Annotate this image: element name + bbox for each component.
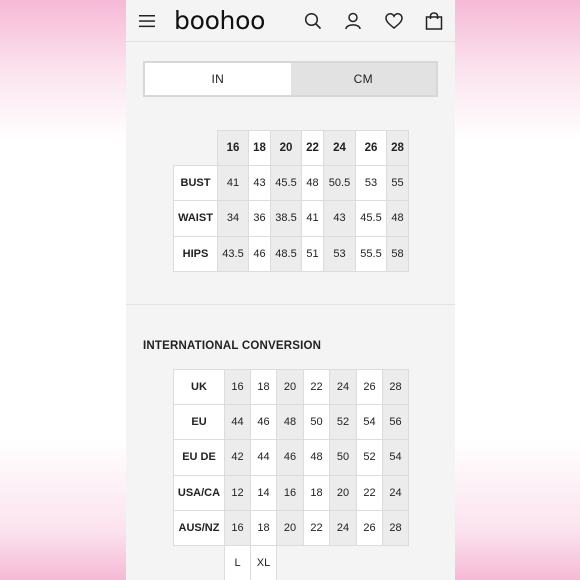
table-cell: 48 xyxy=(277,405,304,440)
region-label: EU DE xyxy=(174,440,225,475)
table-cell: 46 xyxy=(277,440,304,475)
region-label: EU xyxy=(174,405,225,440)
table-cell: 41 xyxy=(218,166,249,201)
table-cell: 53 xyxy=(324,236,356,271)
table-cell: 28 xyxy=(383,370,409,405)
table-cell: 22 xyxy=(304,370,330,405)
table-cell: 48.5 xyxy=(271,236,302,271)
table-cell: 44 xyxy=(251,440,277,475)
letter-size-cell: XL xyxy=(251,545,277,580)
table-row xyxy=(174,405,409,440)
conversion-title: INTERNATIONAL CONVERSION xyxy=(143,340,322,352)
empty-cell xyxy=(330,545,357,580)
size-header-row xyxy=(174,131,409,166)
empty-cell xyxy=(357,545,383,580)
table-cell: 12 xyxy=(225,475,251,510)
size-chart-table xyxy=(173,130,409,272)
shopping-bag-icon[interactable] xyxy=(425,12,443,30)
table-cell: 54 xyxy=(357,405,383,440)
table-cell: 20 xyxy=(277,510,304,545)
conversion-table xyxy=(173,369,409,580)
menu-icon[interactable] xyxy=(139,13,155,29)
table-cell: 43 xyxy=(324,201,356,236)
measurement-label: HIPS xyxy=(174,236,218,271)
table-row xyxy=(174,166,409,201)
table-cell: 38.5 xyxy=(271,201,302,236)
table-cell: 20 xyxy=(277,370,304,405)
table-cell: 26 xyxy=(357,510,383,545)
table-cell: 16 xyxy=(225,370,251,405)
unit-in-button[interactable]: IN xyxy=(145,63,291,95)
section-divider xyxy=(126,304,455,305)
size-header: 26 xyxy=(356,131,387,166)
table-cell: 18 xyxy=(304,475,330,510)
empty-cell xyxy=(277,545,304,580)
table-cell: 18 xyxy=(251,370,277,405)
table-cell: 48 xyxy=(304,440,330,475)
table-cell: 24 xyxy=(383,475,409,510)
table-cell: 50.5 xyxy=(324,166,356,201)
table-cell: 45.5 xyxy=(271,166,302,201)
wishlist-heart-icon[interactable] xyxy=(385,12,403,30)
table-cell: 22 xyxy=(357,475,383,510)
table-cell: 28 xyxy=(383,510,409,545)
measurement-label: WAIST xyxy=(174,201,218,236)
table-cell: 20 xyxy=(330,475,357,510)
table-cell: 58 xyxy=(387,236,409,271)
table-cell: 50 xyxy=(304,405,330,440)
table-cell: 36 xyxy=(249,201,271,236)
boohoo-logo[interactable]: boohoo xyxy=(174,6,266,35)
letter-size-row xyxy=(174,545,409,580)
size-header: 20 xyxy=(271,131,302,166)
table-cell: 41 xyxy=(302,201,324,236)
table-cell: 50 xyxy=(330,440,357,475)
region-label: USA/CA xyxy=(174,475,225,510)
table-cell: 52 xyxy=(330,405,357,440)
site-header xyxy=(126,0,455,42)
table-cell: 43.5 xyxy=(218,236,249,271)
table-cell: 14 xyxy=(251,475,277,510)
table-row xyxy=(174,201,409,236)
table-row xyxy=(174,475,409,510)
measurement-label: BUST xyxy=(174,166,218,201)
table-cell: 18 xyxy=(251,510,277,545)
unit-cm-button[interactable]: CM xyxy=(291,63,437,95)
table-cell: 54 xyxy=(383,440,409,475)
table-cell: 46 xyxy=(249,236,271,271)
table-cell: 24 xyxy=(330,510,357,545)
table-cell: 51 xyxy=(302,236,324,271)
table-cell: 26 xyxy=(357,370,383,405)
empty-cell xyxy=(304,545,330,580)
table-cell: 22 xyxy=(304,510,330,545)
table-cell: 48 xyxy=(387,201,409,236)
size-header: 22 xyxy=(302,131,324,166)
table-corner xyxy=(174,131,218,166)
table-row xyxy=(174,370,409,405)
table-cell: 16 xyxy=(225,510,251,545)
table-cell: 46 xyxy=(251,405,277,440)
size-header: 28 xyxy=(387,131,409,166)
table-cell: 34 xyxy=(218,201,249,236)
table-cell: 24 xyxy=(330,370,357,405)
table-cell: 53 xyxy=(356,166,387,201)
table-cell: 48 xyxy=(302,166,324,201)
unit-toggle xyxy=(143,61,438,97)
table-cell: 16 xyxy=(277,475,304,510)
region-label: AUS/NZ xyxy=(174,510,225,545)
table-cell: 55.5 xyxy=(356,236,387,271)
empty-cell xyxy=(383,545,409,580)
table-corner xyxy=(174,545,225,580)
table-row xyxy=(174,236,409,271)
size-header: 16 xyxy=(218,131,249,166)
region-label: UK xyxy=(174,370,225,405)
table-row xyxy=(174,440,409,475)
table-cell: 56 xyxy=(383,405,409,440)
table-cell: 55 xyxy=(387,166,409,201)
table-cell: 42 xyxy=(225,440,251,475)
phone-screen xyxy=(126,0,455,580)
table-row xyxy=(174,510,409,545)
account-icon[interactable] xyxy=(344,12,362,30)
letter-size-cell: L xyxy=(225,545,251,580)
table-cell: 45.5 xyxy=(356,201,387,236)
table-cell: 43 xyxy=(249,166,271,201)
size-header: 24 xyxy=(324,131,356,166)
table-cell: 44 xyxy=(225,405,251,440)
table-cell: 52 xyxy=(357,440,383,475)
search-icon[interactable] xyxy=(304,12,322,30)
size-header: 18 xyxy=(249,131,271,166)
